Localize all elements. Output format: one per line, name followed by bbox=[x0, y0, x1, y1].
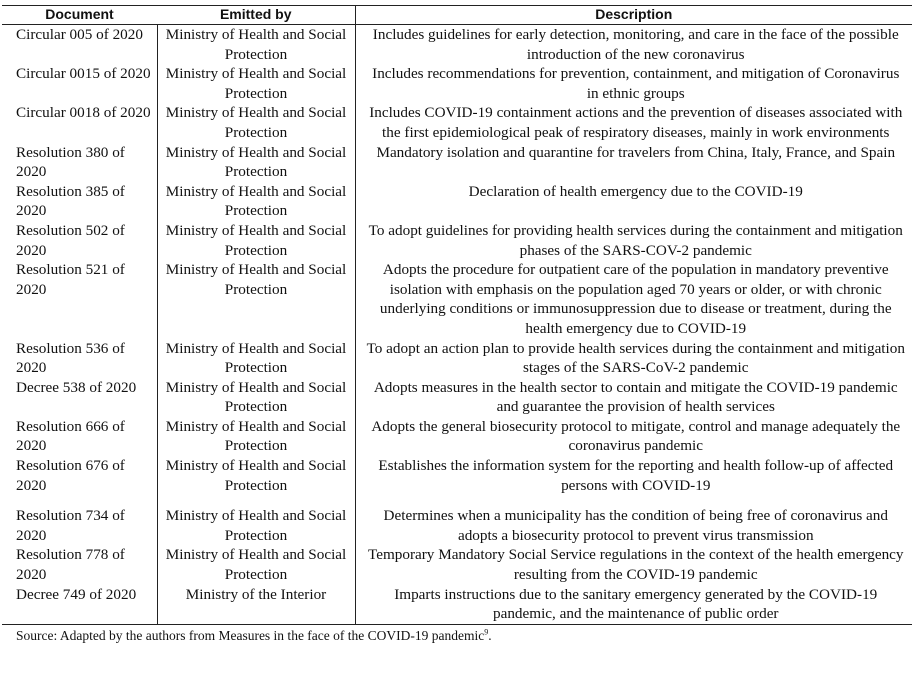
cell-description: To adopt guidelines for providing health services during the containment and mitigation phases of the SARS-COV-2 pandemic bbox=[355, 221, 912, 260]
cell-emitted-by: Ministry of Health and Social Protection bbox=[157, 417, 355, 456]
cell-emitted-by: Ministry of Health and Social Protection bbox=[157, 103, 355, 142]
source-note-ref: 9 bbox=[484, 627, 489, 637]
cell-emitted-by: Ministry of Health and Social Protection bbox=[157, 456, 355, 506]
cell-document: Resolution 521 of 2020 bbox=[16, 261, 125, 298]
table-row bbox=[2, 506, 912, 545]
cell-description: Includes guidelines for early detection, monitoring, and care in the face of the possible introduction of the new coronavirus bbox=[355, 25, 912, 65]
cell-description: Establishes the information system for the reporting and health follow-up of affected persons with COVID-19 bbox=[355, 456, 912, 506]
header-description: Description bbox=[355, 6, 912, 25]
cell-document: Circular 0018 of 2020 bbox=[16, 104, 151, 122]
table-row bbox=[2, 221, 912, 260]
cell-emitted-by: Ministry of Health and Social Protection bbox=[157, 143, 355, 182]
cell-document: Resolution 502 of 2020 bbox=[16, 221, 125, 259]
table-row bbox=[2, 378, 912, 417]
table-row bbox=[2, 417, 912, 456]
cell-emitted-by: Ministry of Health and Social Protection bbox=[157, 378, 355, 417]
cell-emitted-by: Ministry of Health and Social Protection bbox=[157, 64, 355, 103]
cell-description: Imparts instructions due to the sanitary emergency generated by the COVID-19 pandemic, and the maintenance of public order bbox=[355, 585, 912, 625]
table-row bbox=[2, 64, 912, 103]
cell-document: Decree 538 of 2020 bbox=[16, 378, 137, 396]
cell-emitted-by: Ministry of the Interior bbox=[157, 585, 355, 625]
cell-description: Includes COVID-19 containment actions and the prevention of diseases associated with the first epidemiological peak of respiratory diseases, mainly in work environments bbox=[355, 103, 912, 142]
table-row bbox=[2, 456, 912, 506]
cell-document: Resolution 380 of 2020 bbox=[16, 143, 125, 181]
table-row bbox=[2, 585, 912, 625]
cell-emitted-by: Ministry of Health and Social Protection bbox=[157, 506, 355, 545]
table-row bbox=[2, 182, 912, 221]
table-row bbox=[2, 260, 912, 338]
cell-emitted-by: Ministry of Health and Social Protection bbox=[157, 339, 355, 378]
cell-emitted-by: Ministry of Health and Social Protection bbox=[157, 25, 355, 65]
cell-document: Resolution 734 of 2020 bbox=[16, 507, 125, 544]
cell-emitted-by: Ministry of Health and Social Protection bbox=[157, 182, 355, 221]
cell-document: Circular 005 of 2020 bbox=[16, 26, 143, 43]
cell-document: Resolution 676 of 2020 bbox=[16, 457, 125, 494]
cell-description: To adopt an action plan to provide health services during the containment and mitigation stages of the SARS-CoV-2 pandemic bbox=[355, 339, 912, 378]
cell-description: Declaration of health emergency due to the COVID-19 bbox=[355, 182, 912, 221]
cell-document: Resolution 778 of 2020 bbox=[16, 546, 125, 584]
cell-document: Resolution 666 of 2020 bbox=[16, 417, 125, 455]
header-emitted-by: Emitted by bbox=[157, 6, 355, 25]
cell-description: Adopts the general biosecurity protocol to mitigate, control and manage adequately the coronavirus pandemic bbox=[355, 417, 912, 456]
cell-description: Adopts the procedure for outpatient care of the population in mandatory preventive isolation with emphasis on the population aged 70 years or older, or with chronic underlying conditions or immunosuppression due to disease or treatment, during the health emergency due to COVID-19 bbox=[355, 260, 912, 338]
table-row bbox=[2, 545, 912, 584]
header-document: Document bbox=[2, 6, 157, 25]
cell-description: Temporary Mandatory Social Service regulations in the context of the health emergency resulting from the COVID-19 pandemic bbox=[355, 545, 912, 584]
table-row bbox=[2, 103, 912, 142]
cell-document: Resolution 536 of 2020 bbox=[16, 339, 125, 377]
measures-table bbox=[2, 5, 912, 625]
source-note-text: Source: Adapted by the authors from Measures in the face of the COVID-19 pandemic bbox=[16, 627, 485, 643]
cell-document: Circular 0015 of 2020 bbox=[16, 65, 151, 83]
cell-description: Determines when a municipality has the condition of being free of coronavirus and adopts a biosecurity protocol to prevent virus transmission bbox=[355, 506, 912, 545]
table-row bbox=[2, 339, 912, 378]
cell-emitted-by: Ministry of Health and Social Protection bbox=[157, 221, 355, 260]
cell-description: Mandatory isolation and quarantine for travelers from China, Italy, France, and Spain bbox=[355, 143, 912, 182]
table-header-row bbox=[2, 6, 912, 25]
cell-emitted-by: Ministry of Health and Social Protection bbox=[157, 260, 355, 338]
cell-description: Includes recommendations for prevention, containment, and mitigation of Coronavirus in ethnic groups bbox=[355, 64, 912, 103]
table-row bbox=[2, 143, 912, 182]
source-note bbox=[2, 627, 912, 644]
table-row bbox=[2, 25, 912, 65]
cell-description: Adopts measures in the health sector to contain and mitigate the COVID-19 pandemic and guarantee the provision of health services bbox=[355, 378, 912, 417]
cell-emitted-by: Ministry of Health and Social Protection bbox=[157, 545, 355, 584]
cell-document: Decree 749 of 2020 bbox=[2, 585, 157, 625]
cell-document: Resolution 385 of 2020 bbox=[16, 182, 125, 220]
document-page bbox=[2, 5, 912, 644]
source-note-end: . bbox=[488, 627, 492, 643]
